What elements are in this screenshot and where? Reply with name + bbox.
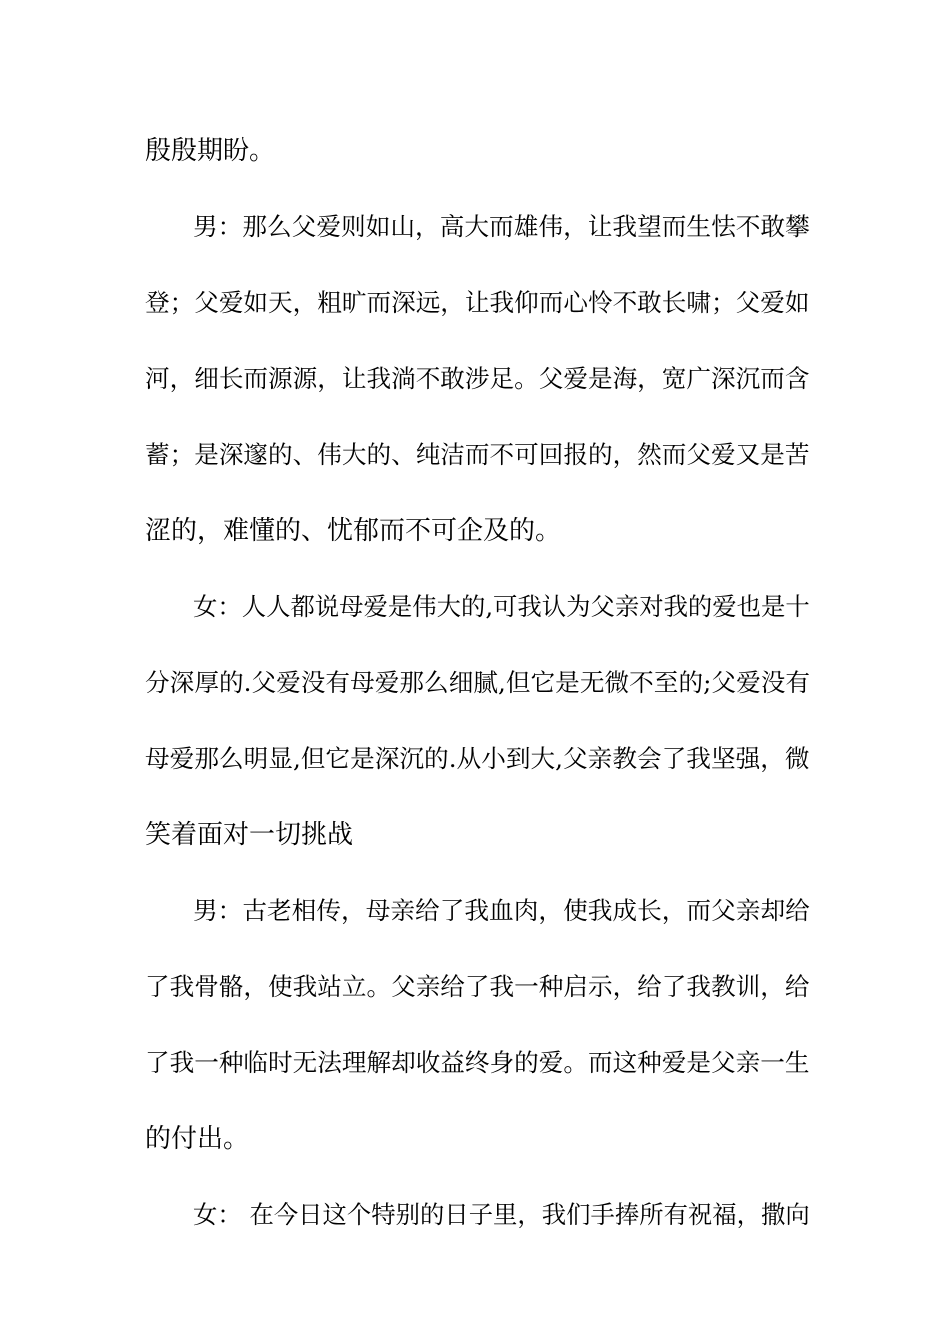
text-line: 登；父爱如天，粗旷而深远，让我仰而心怜不敢长啸；父爱如	[145, 288, 810, 317]
text-line: 的付出。	[145, 1124, 250, 1154]
text-line: 河，细长而源源，让我淌不敢涉足。父爱是海，宽广深沉而含	[145, 364, 810, 393]
text-line: 男：古老相传，母亲给了我血肉，使我成长，而父亲却给	[193, 896, 810, 925]
text-line: 了我一种临时无法理解却收益终身的爱。而这种爱是父亲一生	[145, 1048, 810, 1077]
text-line: 笑着面对一切挑战	[145, 820, 354, 850]
text-line: 蓄；是深邃的、伟大的、纯洁而不可回报的，然而父爱又是苦	[145, 440, 810, 469]
text-line: 母爱那么明显,但它是深沉的.从小到大,父亲教会了我坚强，微	[145, 744, 810, 773]
text-line: 分深厚的.父爱没有母爱那么细腻,但它是无微不至的;父爱没有	[145, 668, 811, 697]
text-line: 涩的，难懂的、忧郁而不可企及的。	[145, 516, 562, 546]
text-line: 女：人人都说母爱是伟大的,可我认为父亲对我的爱也是十	[193, 592, 810, 621]
text-line: 殷殷期盼。	[145, 136, 276, 166]
text-line: 女： 在今日这个特别的日子里，我们手捧所有祝福，撒向	[193, 1200, 810, 1229]
text-line: 男：那么父爱则如山，高大而雄伟，让我望而生怯不敢攀	[193, 212, 810, 241]
text-line: 了我骨骼，使我站立。父亲给了我一种启示，给了我教训，给	[145, 972, 810, 1001]
